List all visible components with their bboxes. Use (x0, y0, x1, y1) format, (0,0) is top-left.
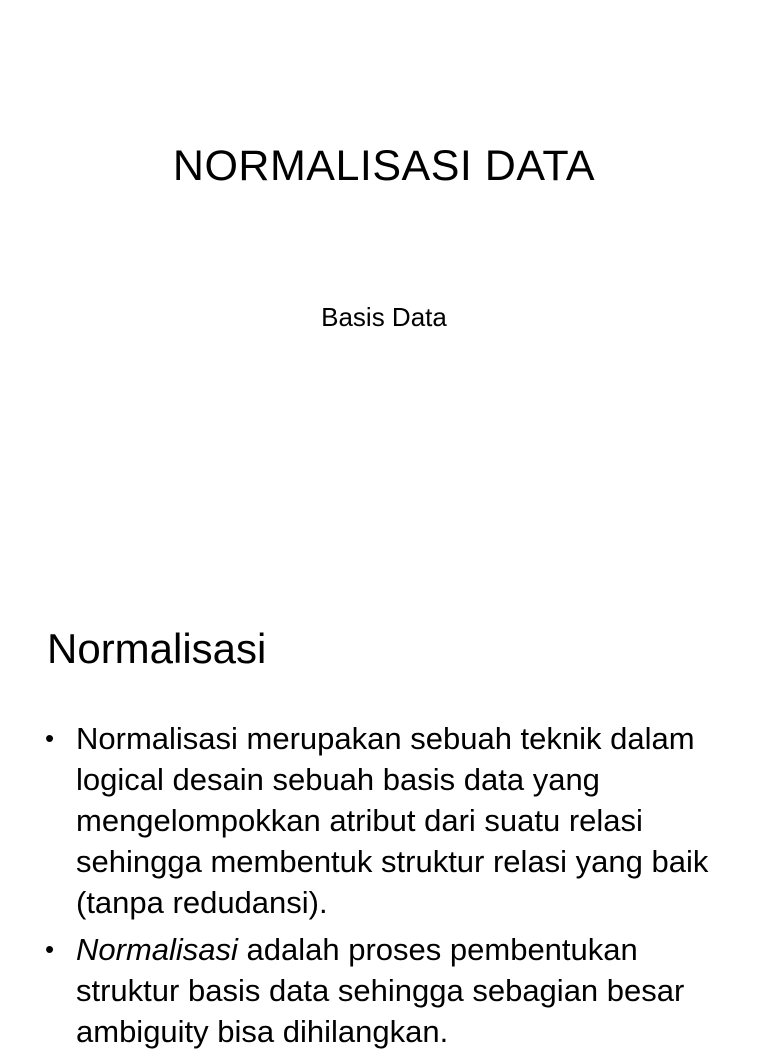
bullet-list (0, 718, 768, 1058)
slide-heading: Normalisasi (47, 625, 267, 672)
bullet-text: adalah proses pembentukan struktur basis data sehingga sebagian besar ambiguity bisa dihilangkan. (76, 932, 685, 1049)
bullet-italic-term: Normalisasi (76, 932, 238, 967)
bullet-dot-icon: • (45, 934, 55, 964)
slide-title-heading: NORMALISASI DATA (172, 142, 596, 190)
slide-subtitle: Basis Data (321, 302, 447, 332)
bullet-item (0, 929, 768, 1052)
bullet-item (0, 718, 768, 923)
bullet-dot-icon: • (45, 723, 55, 753)
bullet-text: Normalisasi merupakan sebuah teknik dalam logical desain sebuah basis data yang mengelompokkan atribut dari suatu relasi sehingga membentuk struktur relasi yang baik (tanpa redudansi). (76, 721, 709, 920)
slide-normalisasi (0, 600, 768, 1049)
